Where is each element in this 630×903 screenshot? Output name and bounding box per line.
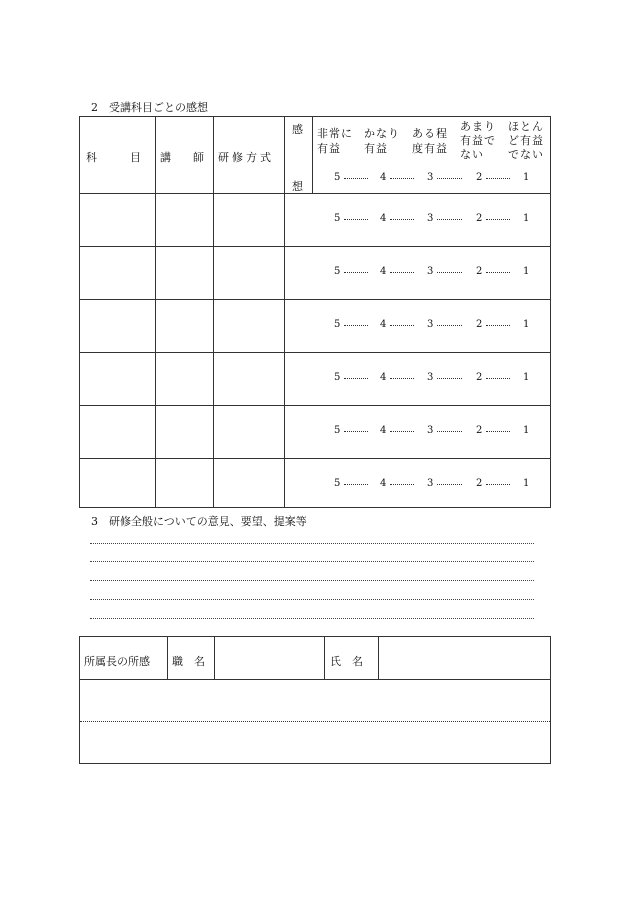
scale-dash [486,272,510,273]
scale-dash [344,378,368,379]
comment-line[interactable] [90,561,534,562]
rating-option-3[interactable]: 3 [427,372,434,383]
scale-dash [390,378,414,379]
rating-option-1[interactable]: 1 [523,478,530,489]
section-3-title: 3 研修全般についての意見、要望、提案等 [91,515,307,528]
rating-option-1[interactable]: 1 [523,319,530,330]
scale-dash [344,272,368,273]
level-3-line-2: 度有益 [412,142,448,155]
rating-option-3[interactable]: 3 [427,266,434,277]
rating-option-5[interactable]: 5 [334,319,341,330]
row-divider [80,299,550,300]
level-4-line-1: かなり [364,127,400,140]
director-comment-field-2[interactable] [81,722,550,762]
scale-dash [437,484,462,485]
label-position: 職 名 [172,655,205,668]
rating-scale-row [326,266,536,278]
row-divider [80,246,550,247]
header-kansou-1: 感 [292,123,303,136]
rating-option-3[interactable]: 3 [427,319,434,330]
rating-scale-row [326,372,536,384]
rating-scale-row [326,172,536,184]
header-lecturer: 講 師 [160,151,204,164]
rating-scale-row [326,319,536,331]
column-divider [155,117,156,507]
row-divider [80,458,550,459]
rating-option-2[interactable]: 2 [476,425,483,436]
scale-dash [437,219,462,220]
rating-option-5[interactable]: 5 [334,425,341,436]
rating-option-3[interactable]: 3 [427,172,434,183]
column-divider [324,637,325,679]
scale-dash [390,272,414,273]
level-2-line-3: ない [460,148,484,161]
rating-option-1[interactable]: 1 [523,425,530,436]
header-subject: 科 目 [86,151,141,164]
scale-dash [486,484,510,485]
level-1-line-2: ど有益 [508,134,544,147]
comment-line[interactable] [90,543,534,544]
rating-option-2[interactable]: 2 [476,319,483,330]
rating-option-3[interactable]: 3 [427,213,434,224]
comment-line[interactable] [90,580,534,581]
scale-dash [486,219,510,220]
comment-line[interactable] [90,618,534,619]
rating-option-2[interactable]: 2 [476,266,483,277]
rating-option-3[interactable]: 3 [427,478,434,489]
scale-dash [437,431,462,432]
rating-option-2[interactable]: 2 [476,172,483,183]
scale-dash [390,325,414,326]
label-name: 氏 名 [330,655,363,668]
scale-dash [344,219,368,220]
label-director-comment: 所属長の所感 [84,655,150,668]
rating-option-1[interactable]: 1 [523,172,530,183]
scale-dash [437,178,462,179]
rating-option-1[interactable]: 1 [523,213,530,224]
level-5-line-2: 有益 [317,142,341,155]
scale-dash [437,272,462,273]
column-divider [213,117,214,507]
scale-dash [437,325,462,326]
column-divider [167,637,168,679]
row-divider [80,352,550,353]
kansou-divider [312,117,313,193]
level-1-line-1: ほとん [508,120,544,133]
scale-dash [390,178,414,179]
scale-dash [344,178,368,179]
rating-option-5[interactable]: 5 [334,266,341,277]
level-4-line-2: 有益 [364,142,388,155]
rating-scale-row [326,425,536,437]
row-divider [80,405,550,406]
header-kansou-2: 想 [292,180,303,193]
level-2-line-2: 有益で [460,134,496,147]
scale-dash [344,484,368,485]
scale-dash [486,431,510,432]
director-comment-field-1[interactable] [81,680,550,720]
row-divider [80,193,550,194]
scale-dash [344,325,368,326]
rating-option-1[interactable]: 1 [523,266,530,277]
rating-option-4[interactable]: 4 [380,372,387,383]
rating-option-4[interactable]: 4 [380,213,387,224]
level-1-line-3: でない [508,148,544,161]
scale-dash [437,378,462,379]
rating-scale-row [326,213,536,225]
rating-option-2[interactable]: 2 [476,372,483,383]
scale-dash [344,431,368,432]
column-divider [284,117,285,507]
rating-option-4[interactable]: 4 [380,425,387,436]
rating-option-4[interactable]: 4 [380,172,387,183]
section-2-title: 2 受講科目ごとの感想 [91,101,208,114]
level-3-line-1: ある程 [412,127,448,140]
rating-option-2[interactable]: 2 [476,478,483,489]
rating-option-5[interactable]: 5 [334,172,341,183]
name-field[interactable] [379,638,549,678]
header-method: 研修方式 [218,151,274,164]
rating-option-4[interactable]: 4 [380,478,387,489]
rating-option-4[interactable]: 4 [380,319,387,330]
scale-dash [390,484,414,485]
comment-line[interactable] [90,599,534,600]
rating-scale-row [326,478,536,490]
rating-option-5[interactable]: 5 [334,372,341,383]
rating-option-2[interactable]: 2 [476,213,483,224]
rating-option-5[interactable]: 5 [334,478,341,489]
rating-option-3[interactable]: 3 [427,425,434,436]
scale-dash [390,219,414,220]
scale-dash [486,325,510,326]
level-2-line-1: あまり [460,120,496,133]
rating-option-4[interactable]: 4 [380,266,387,277]
scale-dash [390,431,414,432]
position-field[interactable] [215,638,323,678]
scale-dash [486,378,510,379]
level-5-line-1: 非常に [317,127,353,140]
rating-option-1[interactable]: 1 [523,372,530,383]
scale-dash [486,178,510,179]
director-comment-table [79,636,551,764]
rating-option-5[interactable]: 5 [334,213,341,224]
